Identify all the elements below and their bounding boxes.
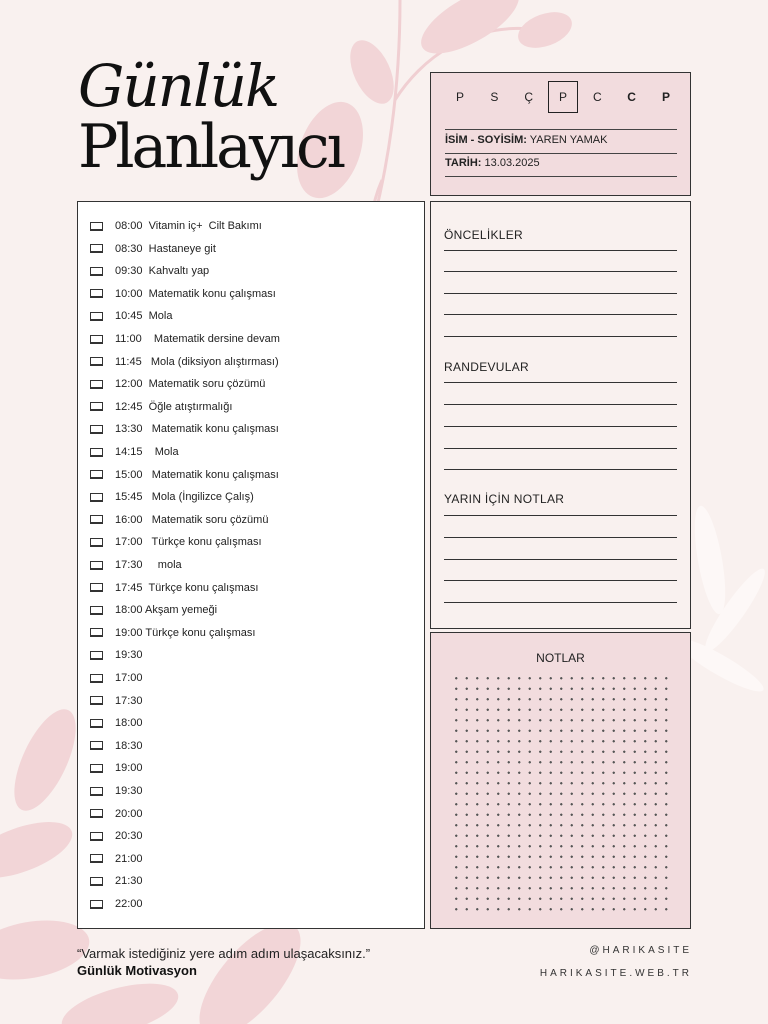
schedule-row [90,783,143,799]
divider [445,129,677,130]
checkbox-icon[interactable] [90,515,103,524]
schedule-row [90,308,172,324]
schedule-text: 19:00 Türkçe konu çalışması [115,626,256,639]
schedule-text: 17:45 Türkçe konu çalışması [115,581,259,594]
schedule-text: 12:00 Matematik soru çözümü [115,378,266,391]
checkbox-icon[interactable] [90,380,103,389]
checkbox-icon[interactable] [90,267,103,276]
checkbox-icon[interactable] [90,787,103,796]
schedule-row [90,376,265,392]
schedule-row [90,670,143,686]
schedule-row [90,467,279,483]
schedule-row [90,421,279,437]
schedule-row [90,873,143,889]
schedule-text: 08:30 Hastaneye git [115,242,216,255]
date-label: TARİH: [445,157,482,169]
lists-box [430,201,691,629]
dot-grid[interactable] [451,673,673,913]
checkbox-icon[interactable] [90,741,103,750]
weekday-selector [445,81,681,113]
tomorrow-notes-line[interactable] [444,559,677,560]
schedule-row [90,625,255,641]
checkbox-icon[interactable] [90,357,103,366]
checkbox-icon[interactable] [90,764,103,773]
schedule-row [90,241,216,257]
checkbox-icon[interactable] [90,244,103,253]
schedule-text: 18:00 [115,717,143,730]
schedule-row [90,828,143,844]
schedule-text: 10:45 Mola [115,310,173,323]
checkbox-icon[interactable] [90,289,103,298]
day-thu-selected[interactable]: P [548,81,578,113]
day-mon[interactable]: P [455,90,464,104]
schedule-row [90,399,232,415]
checkbox-icon[interactable] [90,651,103,660]
schedule-row [90,580,258,596]
schedule-text: 20:00 [115,807,143,820]
priorities-heading: ÖNCELİKLER [444,228,524,242]
schedule-row [90,444,179,460]
priorities-line[interactable] [444,314,677,315]
checkbox-icon[interactable] [90,425,103,434]
schedule-text: 21:00 [115,852,143,865]
schedule-text: 08:00 Vitamin iç+ Cilt Bakımı [115,220,262,232]
schedule-text: 19:30 [115,649,143,662]
notes-box [430,632,691,929]
divider [445,176,677,177]
checkbox-icon[interactable] [90,719,103,728]
checkbox-icon[interactable] [90,877,103,886]
priorities-line[interactable] [444,293,677,294]
schedule-text: 18:00 Akşam yemeği [115,604,218,617]
schedule-text: 20:30 [115,830,143,843]
checkbox-icon[interactable] [90,493,103,502]
title-script: Günlük [78,52,279,120]
checkbox-icon[interactable] [90,606,103,615]
schedule-row [90,286,276,302]
schedule-text: 22:00 [115,898,143,910]
schedule-row [90,647,143,663]
schedule-text: 17:00 [115,672,143,684]
appointments-line[interactable] [444,404,677,405]
schedule-row [90,512,268,528]
schedule-text: 09:30 Kahvaltı yap [115,265,210,278]
tomorrow-notes-line[interactable] [444,537,677,538]
schedule-row [90,534,262,550]
schedule-text: 10:00 Matematik konu çalışması [115,287,276,300]
appointments-line[interactable] [444,426,677,427]
schedule-row [90,557,182,573]
schedule-row [90,602,217,618]
schedule-text: 18:30 [115,739,143,752]
schedule-text: 16:00 Matematik soru çözümü [115,513,269,526]
tomorrow-notes-line[interactable] [444,580,677,581]
schedule-row [90,489,254,505]
priorities-line[interactable] [444,336,677,337]
checkbox-icon[interactable] [90,448,103,457]
appointments-line[interactable] [444,469,677,470]
day-fri[interactable]: C [592,90,602,104]
checkbox-icon[interactable] [90,402,103,411]
priorities-line[interactable] [444,271,677,272]
checkbox-icon[interactable] [90,628,103,637]
schedule-row [90,263,209,279]
checkbox-icon[interactable] [90,854,103,863]
motivation-quote: “Varmak istediğiniz yere adım adım ulaşacaksınız.” [77,946,371,961]
schedule-text: 19:30 [115,785,143,797]
notes-heading: NOTLAR [536,651,585,665]
schedule-row [90,760,143,776]
checkbox-icon[interactable] [90,674,103,683]
checkbox-icon[interactable] [90,900,103,909]
day-sun[interactable]: P [661,90,670,104]
brand-handle: @HARIKASITE [589,945,692,956]
schedule-text: 11:45 Mola (diksiyon alıştırması) [115,355,279,368]
divider [445,153,677,154]
tomorrow-notes-heading: YARIN İÇİN NOTLAR [444,492,565,506]
name-field[interactable] [445,134,677,146]
date-field[interactable] [445,157,677,169]
checkbox-icon[interactable] [90,696,103,705]
schedule-text: 11:00 Matematik dersine devam [115,333,280,345]
checkbox-icon[interactable] [90,470,103,479]
schedule-text: 14:15 Mola [115,446,179,458]
date-value: 13.03.2025 [484,157,540,169]
tomorrow-notes-line[interactable] [444,602,677,603]
priorities-line[interactable] [444,250,677,251]
schedule-box [77,201,425,929]
schedule-row [90,715,143,731]
checkbox-icon[interactable] [90,538,103,547]
tomorrow-notes-line[interactable] [444,515,677,516]
page-title: Planlayıcı [78,112,343,182]
schedule-row [90,218,262,234]
header-box [430,72,691,196]
motivation-label: Günlük Motivasyon [77,963,197,978]
day-sat[interactable]: C [627,90,636,104]
schedule-text: 15:00 Matematik konu çalışması [115,468,279,481]
name-label: İSİM - SOYİSİM: [445,134,527,146]
schedule-text: 15:45 Mola (İngilizce Çalış) [115,491,254,504]
schedule-row [90,851,143,867]
appointments-line[interactable] [444,448,677,449]
schedule-text: 12:45 Öğle atıştırmalığı [115,400,233,413]
brand-site: HARIKASITE.WEB.TR [539,968,692,979]
schedule-text: 17:00 Türkçe konu çalışması [115,536,262,549]
checkbox-icon[interactable] [90,583,103,592]
schedule-row [90,331,280,347]
checkbox-icon[interactable] [90,832,103,841]
schedule-row [90,354,279,370]
checkbox-icon[interactable] [90,809,103,818]
schedule-text: 17:30 mola [115,559,182,571]
schedule-row [90,738,143,754]
day-wed[interactable]: Ç [524,90,533,104]
name-value: YAREN YAMAK [529,134,608,146]
appointments-line[interactable] [444,382,677,383]
schedule-row [90,806,143,822]
appointments-heading: RANDEVULAR [444,360,530,374]
schedule-text: 19:00 [115,762,143,775]
schedule-text: 13:30 Matematik konu çalışması [115,423,279,436]
checkbox-icon[interactable] [90,335,103,344]
checkbox-icon[interactable] [90,312,103,321]
schedule-row [90,693,143,709]
schedule-text: 17:30 [115,694,143,707]
checkbox-icon[interactable] [90,222,103,231]
checkbox-icon[interactable] [90,561,103,570]
schedule-text: 21:30 [115,875,143,888]
day-tue[interactable]: S [490,90,499,104]
schedule-row [90,896,143,912]
